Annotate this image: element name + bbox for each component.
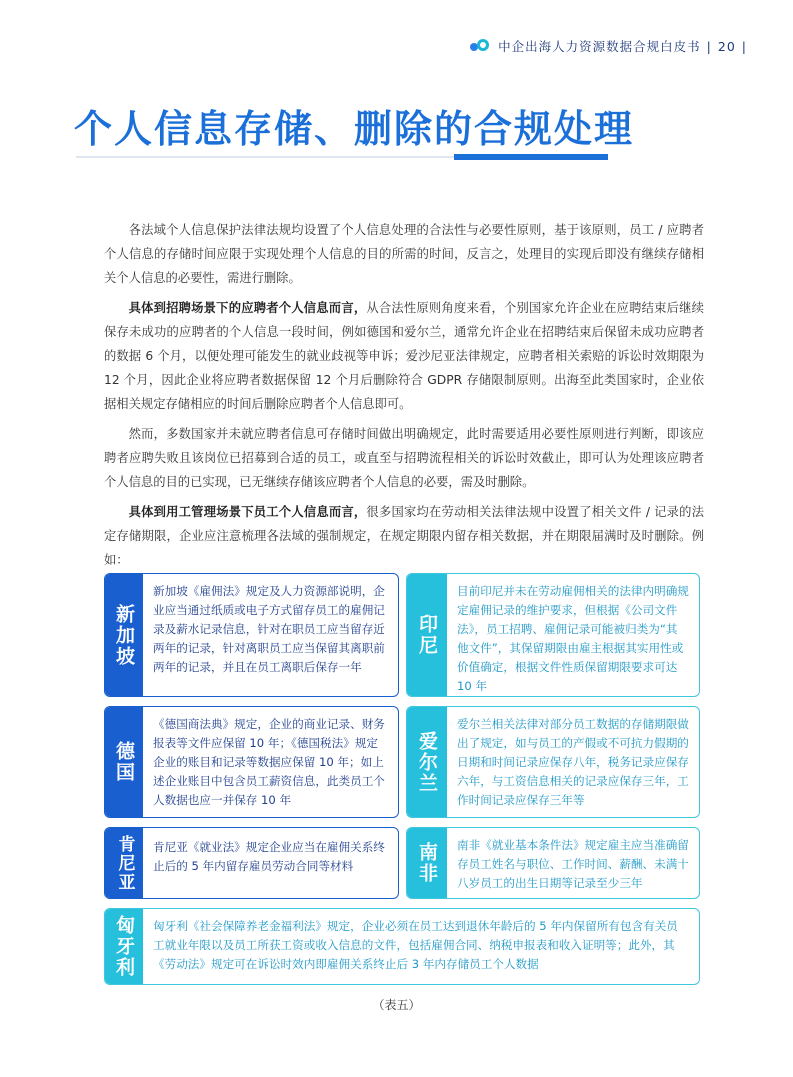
card-hungary-country: 匈牙利: [105, 909, 143, 984]
logo-icon: [470, 39, 492, 53]
paragraph-2-body: 从合法性原则角度来看，个别国家允许企业在应聘结束后继续保存未成功的应聘者的个人信息一段时间，例如德国和爱尔兰，通常允许企业在招聘结束后保留未成功应聘者的数据 6 个月，以便处理可能发生的就业歧视等申诉；爱沙尼亚法律规定，应聘者相关索赔的诉讼时效期限为 12 个月，因此企业将应聘者数据保留 12 个月后删除符合 GDPR 存储限制原则。出海至此类国家时，企业依据相关规定存储相应的时间后删除应聘者个人信息即可。: [104, 301, 704, 411]
paragraph-3: 然而，多数国家并未就应聘者信息可存储时间做出明确规定，此时需要适用必要性原则进行判断，即该应聘者应聘失败且该岗位已招募到合适的员工，或直至与招聘流程相关的诉讼时效截止，即可认为处理该应聘者个人信息的目的已实现，已无继续存储该应聘者个人信息的必要，需及时删除。: [104, 427, 704, 489]
page-number: 20: [717, 38, 736, 54]
card-singapore-country: 新加坡: [105, 574, 143, 696]
card-germany: [104, 706, 399, 818]
card-hungary: [104, 908, 700, 985]
page-header: [470, 36, 747, 56]
card-ireland-country: 爱尔兰: [407, 707, 447, 817]
header-separator: |: [706, 38, 712, 54]
table-caption: （表五）: [372, 998, 421, 1012]
paragraph-2-lead: 具体到招聘场景下的应聘者个人信息而言，: [128, 301, 367, 315]
paragraph-1: 各法域个人信息保护法律法规均设置了个人信息处理的合法性与必要性原则，基于该原则，员工 / 应聘者个人信息的存储时间应限于实现处理个人信息的目的所需的时间，反言之，处理目的实现后即没有继续存储相关个人信息的必要性，需进行删除。: [104, 223, 704, 285]
card-ireland: [406, 706, 700, 818]
body-text: [104, 218, 704, 572]
card-south-africa-country: 南非: [407, 828, 447, 898]
title-underline-accent: [454, 154, 608, 160]
card-indonesia-text: 目前印尼并未在劳动雇佣相关的法律内明确规定雇佣记录的维护要求，但根据《公司文件法》，员工招聘、雇佣记录可能被归类为“其他文件”，其保留期限由雇主根据其实用性或价值确定，根据文件性质保留期限要求可达 10 年: [457, 584, 689, 693]
card-hungary-text: 匈牙利《社会保障养老金福利法》规定，企业必须在员工达到退休年龄后的 5 年内保留所有包含有关员工就业年限以及员工所获工资或收入信息的文件，包括雇佣合同、纳税申报表和收入证明等；此外，其《劳动法》规定可在诉讼时效内即雇佣关系终止后 3 年内存储员工个人数据: [153, 919, 678, 971]
card-singapore-text: 新加坡《雇佣法》规定及人力资源部说明，企业应当通过纸质或电子方式留存员工的雇佣记录及薪水记录信息，针对在职员工应当留存近两年的记录，针对离职员工应当保留其离职前两年的记录，并且在员工离职后保存一年: [153, 584, 385, 674]
card-kenya-country: 肯尼亚: [105, 828, 143, 898]
paragraph-4: [104, 500, 704, 572]
card-kenya-text: 肯尼亚《就业法》规定企业应当在雇佣关系终止后的 5 年内留存雇员劳动合同等材料: [153, 840, 385, 873]
card-germany-text: 《德国商法典》规定，企业的商业记录、财务报表等文件应保留 10 年；《德国税法》规定企业的账目和记录等数据应保留 10 年；如上述企业账目中包含员工薪资信息，此类员工个人数据也应一并保存 10 年: [153, 717, 385, 807]
card-singapore: [104, 573, 399, 697]
card-south-africa: [406, 827, 700, 899]
paragraph-4-body: 很多国家均在劳动相关法律法规中设置了相关文件 / 记录的法定存储期限，企业应注意梳理各法域的强制规定，在规定期限内留存相关数据，并在期限届满时及时删除。例如：: [104, 505, 704, 567]
card-indonesia-country: 印尼: [407, 574, 447, 696]
card-germany-country: 德国: [105, 707, 143, 817]
paragraph-4-lead: 具体到用工管理场景下员工个人信息而言，: [128, 505, 367, 519]
card-ireland-text: 爱尔兰相关法律对部分员工数据的存储期限做出了规定，如与员工的产假或不可抗力假期的日期和时间记录应保存八年，税务记录应保存六年，与工资信息相关的记录应保存三年，工作时间记录应保存三年等: [457, 717, 689, 807]
card-south-africa-text: 南非《就业基本条件法》规定雇主应当准确留存员工姓名与职位、工作时间、薪酬、未满十八岁员工的出生日期等记录至少三年: [457, 838, 689, 890]
header-title: 中企出海人力资源数据合规白皮书: [498, 39, 701, 54]
paragraph-2: [104, 296, 704, 416]
page-title: 个人信息存储、删除的合规处理: [74, 107, 635, 151]
card-indonesia: [406, 573, 700, 697]
card-kenya: [104, 827, 399, 899]
header-separator-end: |: [741, 38, 747, 54]
